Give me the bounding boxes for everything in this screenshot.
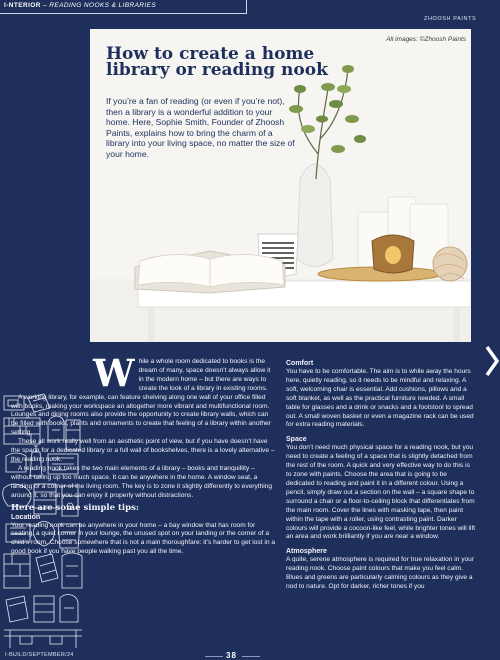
section-header bbox=[0, 0, 247, 14]
atmosphere-heading: Atmosphere bbox=[286, 548, 327, 556]
chevron-right-icon[interactable] bbox=[485, 344, 500, 378]
body-column-left bbox=[11, 351, 277, 557]
standfirst: If you’re a fan of reading (or even if you’re not), then a library is a wonderful addition to your home. Here, Sophie Smith, Founder of Zhoosh Paints, explains how to bring the charm of a library into your living space, no matter the size of your home. bbox=[106, 96, 295, 159]
space-paragraph: You don’t need much physical space for a reading nook, but you need to create a feeling of a space that is slightly detached from the rest of the room. A quick and very effective way to do this is to zone with paints. Choose the area that is going to be dedicated to reading and paint it in a different colour. Using a pencil, simply draw out a section on the wall – a square shape to surround a chair or a floor-to-ceiling block that differentiates from the main room. Cover the lines with masking tape, then paint within the tape with a roller, using contrasting paint. Darker colours will provide a cocoon-like feel, while brighter tones will lift an area and work brilliantly if you are near a window. bbox=[286, 444, 476, 541]
article-title: How to create a home library or reading nook bbox=[106, 44, 328, 80]
hero-panel bbox=[90, 29, 471, 342]
location-paragraph: Your reading nook can be anywhere in your home – a bay window that has room for seating, a quiet corner in your lounge, the unused spot on your landing or the corner of a child’s room. Choose somewhere that is not a main thoroughfare: it’s harder to get lost in a good book if you have people walking past you all the time. bbox=[11, 521, 276, 556]
page-number: 38 bbox=[226, 651, 237, 660]
section-brand: I-NTERIOR bbox=[4, 2, 41, 9]
footer-rule-right bbox=[242, 656, 260, 657]
body-paragraph bbox=[11, 351, 277, 395]
atmosphere-paragraph: A quite, serene atmosphere is required for true relaxation in your reading nook. Choose paint colours that make you feel calm. Blues and greens are particularly calming colours as they give a nod to nature. Opt for darker, richer tones if you bbox=[286, 556, 475, 591]
body-column-right bbox=[286, 358, 477, 592]
vertical-section-title bbox=[0, 24, 44, 384]
intro-text: hile a whole room dedicated to books is the dream of many, space doesn’t always allow it in the modern home – but there are ways to create the look of a library in existing rooms. bbox=[138, 358, 271, 392]
footer-rule-left bbox=[205, 656, 223, 657]
photo-credit: All images: ©Zhoosh Paints bbox=[386, 36, 466, 43]
tips-subheading: Here are some simple tips: bbox=[11, 502, 140, 513]
drop-cap: W bbox=[93, 351, 135, 395]
body-paragraph: A reading nook takes the two main elements of a library – books and tranquillity – without taking up too much space. It can be anywhere in the home. A window seat, a landing or a corner of the living room. The key is to zone it slightly differently to everything around it, so that you can enjoy it properly without distractions. bbox=[11, 464, 273, 499]
comfort-paragraph: You have to be comfortable. The aim is to while away the hours here, quietly reading, so it needs to be mindful and relaxing. A soft, welcoming chair is essential. Add cushions, pillows and a soft blanket, as well as the practical furniture needed. A small table for glasses and a drink or snacks and a footstool to spread out. A small woven basket or even a magazine rack can be used for extra reading materials. bbox=[286, 368, 474, 429]
comfort-heading: Comfort bbox=[286, 360, 314, 367]
magazine-folio: I-BUILD/SEPTEMBER/24 bbox=[5, 652, 74, 658]
location-heading: Location bbox=[11, 513, 41, 521]
brand-tag: ZHOOSH PAINTS bbox=[424, 16, 477, 22]
vertical-title-graphic bbox=[0, 24, 44, 384]
section-title: READING NOOKS & LIBRARIES bbox=[49, 2, 157, 9]
section-separator: – bbox=[43, 2, 48, 9]
body-paragraph: These all work really well from an aesthetic point of view, but if you have doesn’t have the space for a dedicated library or a full wall of bookshelves, there is a lovely alternative – the reading nook. bbox=[11, 438, 275, 463]
space-heading: Space bbox=[286, 436, 307, 444]
body-paragraph: A working library, for example, can feature shelving along one wall of your office filled with books, making your workspace an altogether more vibrant and multifunctional room. Lounges and dining rooms also provide the opportunity to create library walls, which can be filled with books, plants and ornaments to create that feeling of a library within another setting. bbox=[11, 393, 271, 437]
